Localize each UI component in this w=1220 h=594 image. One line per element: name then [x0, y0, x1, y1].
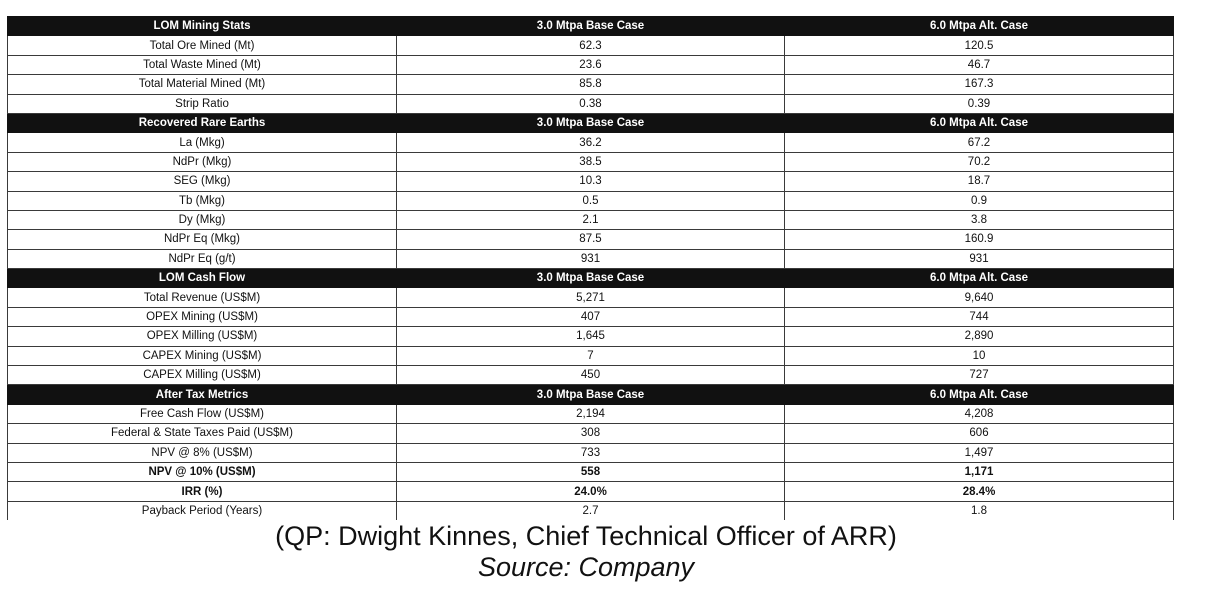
table-row — [8, 462, 1174, 481]
alt-case-value: 120.5 — [785, 36, 1174, 55]
qp-caption: (QP: Dwight Kinnes, Chief Technical Officer of ARR) — [275, 521, 897, 551]
base-case-value: 308 — [397, 424, 785, 443]
table-row — [8, 230, 1174, 249]
section-header-row — [8, 269, 1174, 288]
alt-case-value: 46.7 — [785, 55, 1174, 74]
row-label: NPV @ 8% (US$M) — [8, 443, 397, 462]
base-case-value: 2,194 — [397, 404, 785, 423]
table-row — [8, 152, 1174, 171]
row-label: Payback Period (Years) — [8, 501, 397, 520]
table-row — [8, 36, 1174, 55]
row-label: Total Waste Mined (Mt) — [8, 55, 397, 74]
row-label: SEG (Mkg) — [8, 172, 397, 191]
row-label: OPEX Mining (US$M) — [8, 307, 397, 326]
row-label: CAPEX Milling (US$M) — [8, 366, 397, 385]
table-row — [8, 404, 1174, 423]
column-header: 3.0 Mtpa Base Case — [397, 385, 785, 404]
base-case-value: 38.5 — [397, 152, 785, 171]
table-row — [8, 346, 1174, 365]
table-row — [8, 482, 1174, 501]
base-case-value: 931 — [397, 249, 785, 268]
row-label: NdPr Eq (g/t) — [8, 249, 397, 268]
base-case-value: 0.38 — [397, 94, 785, 113]
row-label: Strip Ratio — [8, 94, 397, 113]
row-label: IRR (%) — [8, 482, 397, 501]
table-row — [8, 288, 1174, 307]
section-title: LOM Mining Stats — [8, 17, 397, 36]
alt-case-value: 931 — [785, 249, 1174, 268]
table-row — [8, 133, 1174, 152]
row-label: Total Ore Mined (Mt) — [8, 36, 397, 55]
alt-case-value: 160.9 — [785, 230, 1174, 249]
column-header: 6.0 Mtpa Alt. Case — [785, 17, 1174, 36]
alt-case-value: 606 — [785, 424, 1174, 443]
row-label: CAPEX Mining (US$M) — [8, 346, 397, 365]
table-row — [8, 55, 1174, 74]
row-label: Free Cash Flow (US$M) — [8, 404, 397, 423]
row-label: OPEX Milling (US$M) — [8, 327, 397, 346]
section-title: After Tax Metrics — [8, 385, 397, 404]
base-case-value: 24.0% — [397, 482, 785, 501]
alt-case-value: 3.8 — [785, 210, 1174, 229]
base-case-value: 2.1 — [397, 210, 785, 229]
base-case-value: 7 — [397, 346, 785, 365]
base-case-value: 2.7 — [397, 501, 785, 520]
alt-case-value: 727 — [785, 366, 1174, 385]
table-row — [8, 172, 1174, 191]
row-label: Tb (Mkg) — [8, 191, 397, 210]
lom-stats-table — [7, 16, 1174, 520]
alt-case-value: 18.7 — [785, 172, 1174, 191]
section-header-row — [8, 385, 1174, 404]
base-case-value: 5,271 — [397, 288, 785, 307]
alt-case-value: 744 — [785, 307, 1174, 326]
base-case-value: 23.6 — [397, 55, 785, 74]
row-label: Total Material Mined (Mt) — [8, 75, 397, 94]
alt-case-value: 0.39 — [785, 94, 1174, 113]
base-case-value: 1,645 — [397, 327, 785, 346]
alt-case-value: 4,208 — [785, 404, 1174, 423]
column-header: 3.0 Mtpa Base Case — [397, 269, 785, 288]
row-label: La (Mkg) — [8, 133, 397, 152]
table-body — [8, 17, 1174, 520]
column-header: 6.0 Mtpa Alt. Case — [785, 113, 1174, 132]
table-row — [8, 191, 1174, 210]
alt-case-value: 2,890 — [785, 327, 1174, 346]
base-case-value: 450 — [397, 366, 785, 385]
table-row — [8, 307, 1174, 326]
table-row — [8, 75, 1174, 94]
base-case-value: 85.8 — [397, 75, 785, 94]
section-title: Recovered Rare Earths — [8, 113, 397, 132]
alt-case-value: 0.9 — [785, 191, 1174, 210]
base-case-value: 733 — [397, 443, 785, 462]
alt-case-value: 9,640 — [785, 288, 1174, 307]
base-case-value: 558 — [397, 462, 785, 481]
base-case-value: 36.2 — [397, 133, 785, 152]
column-header: 3.0 Mtpa Base Case — [397, 113, 785, 132]
row-label: NdPr (Mkg) — [8, 152, 397, 171]
table-row — [8, 327, 1174, 346]
table-row — [8, 94, 1174, 113]
alt-case-value: 1,497 — [785, 443, 1174, 462]
section-header-row — [8, 17, 1174, 36]
alt-case-value: 70.2 — [785, 152, 1174, 171]
alt-case-value: 167.3 — [785, 75, 1174, 94]
source-caption: Source: Company — [477, 552, 695, 582]
column-header: 3.0 Mtpa Base Case — [397, 17, 785, 36]
row-label: Federal & State Taxes Paid (US$M) — [8, 424, 397, 443]
column-header: 6.0 Mtpa Alt. Case — [785, 269, 1174, 288]
alt-case-value: 67.2 — [785, 133, 1174, 152]
base-case-value: 62.3 — [397, 36, 785, 55]
table-row — [8, 210, 1174, 229]
row-label: Dy (Mkg) — [8, 210, 397, 229]
alt-case-value: 1,171 — [785, 462, 1174, 481]
section-title: LOM Cash Flow — [8, 269, 397, 288]
section-header-row — [8, 113, 1174, 132]
row-label: NdPr Eq (Mkg) — [8, 230, 397, 249]
table-row — [8, 249, 1174, 268]
alt-case-value: 1.8 — [785, 501, 1174, 520]
base-case-value: 10.3 — [397, 172, 785, 191]
base-case-value: 0.5 — [397, 191, 785, 210]
table-row — [8, 443, 1174, 462]
row-label: NPV @ 10% (US$M) — [8, 462, 397, 481]
table-row — [8, 501, 1174, 520]
table-row — [8, 366, 1174, 385]
table-row — [8, 424, 1174, 443]
base-case-value: 407 — [397, 307, 785, 326]
alt-case-value: 28.4% — [785, 482, 1174, 501]
alt-case-value: 10 — [785, 346, 1174, 365]
base-case-value: 87.5 — [397, 230, 785, 249]
row-label: Total Revenue (US$M) — [8, 288, 397, 307]
column-header: 6.0 Mtpa Alt. Case — [785, 385, 1174, 404]
